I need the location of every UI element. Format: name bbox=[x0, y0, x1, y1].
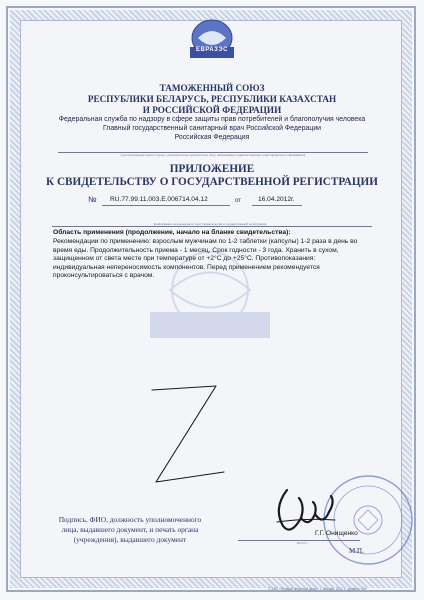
union-title-line-3: И РОССИЙСКОЙ ФЕДЕРАЦИИ bbox=[142, 105, 282, 115]
certificate-number: RU.77.99.11.003.Е.006714.04.12 bbox=[110, 196, 208, 203]
fio-caption: (Ф.И.О.) bbox=[296, 541, 308, 545]
agency-line-1: Федеральная служба по надзору в сфере защиты прав потребителей и благополучия человека bbox=[58, 116, 366, 123]
document-title-line-1: ПРИЛОЖЕНИЕ bbox=[169, 163, 255, 175]
emblem-label: ЕВРАЗЭС bbox=[195, 47, 228, 53]
info-caption: (информация, не вошедшая в текст свидетельства о государственной регистрации) bbox=[153, 222, 267, 226]
union-title-line-1: ТАМОЖЕННЫЙ СОЮЗ bbox=[159, 83, 265, 93]
certificate-date: 16.04.2012г. bbox=[258, 196, 295, 203]
number-label: № bbox=[88, 195, 97, 204]
signature-label-line-3: (учреждения), выдавшего документ bbox=[73, 535, 187, 544]
info-underline bbox=[52, 226, 372, 227]
body-line: индивидуальная непереносимость компонентов. Перед применением рекомендуется bbox=[53, 263, 320, 271]
z-strike-mark bbox=[140, 378, 230, 488]
body-line: время еды. Продолжительность приема - 1 месяц. Срок годности - 3 года. Хранить в сухом, bbox=[53, 246, 339, 254]
signatory-name: Г.Г. Онищенко bbox=[315, 530, 358, 537]
body-line: проконсультироваться с врачом. bbox=[53, 272, 155, 280]
application-heading: Область применения (продолжение, начало на бланке свидетельства): bbox=[53, 229, 291, 236]
authority-caption: (уполномоченный орган Стороны, уполномоченное должностное лицо, наименование административно-территориального образования) bbox=[120, 153, 306, 157]
agency-line-2: Главный государственный санитарный врач Российской Федерации bbox=[102, 125, 322, 132]
eurasec-emblem-icon bbox=[186, 18, 238, 60]
body-line: защищенном от света месте при температуре от +2°С до +25°С. Противопоказания: bbox=[53, 255, 316, 263]
body-line: Рекомендации по применению: взрослым мужчинам по 1-2 таблетки (капсулы) 1-2 раза в день во bbox=[53, 238, 358, 245]
date-underline bbox=[252, 205, 302, 206]
number-underline bbox=[102, 205, 230, 206]
application-body bbox=[53, 238, 373, 281]
union-title-line-2: РЕСПУБЛИКИ БЕЛАРУСЬ, РЕСПУБЛИКИ КАЗАХСТАН bbox=[87, 94, 337, 104]
document-title-line-2: К СВИДЕТЕЛЬСТВУ О ГОСУДАРСТВЕННОЙ РЕГИСТРАЦИИ bbox=[46, 176, 378, 188]
from-label: от bbox=[235, 197, 242, 204]
stamp-mark: М.П. bbox=[349, 547, 364, 555]
signature-label-line-1: Подпись, ФИО, должность уполномоченного bbox=[58, 515, 202, 524]
agency-line-3: Российская Федерация bbox=[174, 134, 250, 141]
signature-label-line-2: лица, выдавшего документ, и печать органа bbox=[61, 525, 199, 534]
printer-imprint: © ЗАО «Первый печатный двор», г. Москва, 2011 г., уровень «В» bbox=[268, 587, 367, 591]
